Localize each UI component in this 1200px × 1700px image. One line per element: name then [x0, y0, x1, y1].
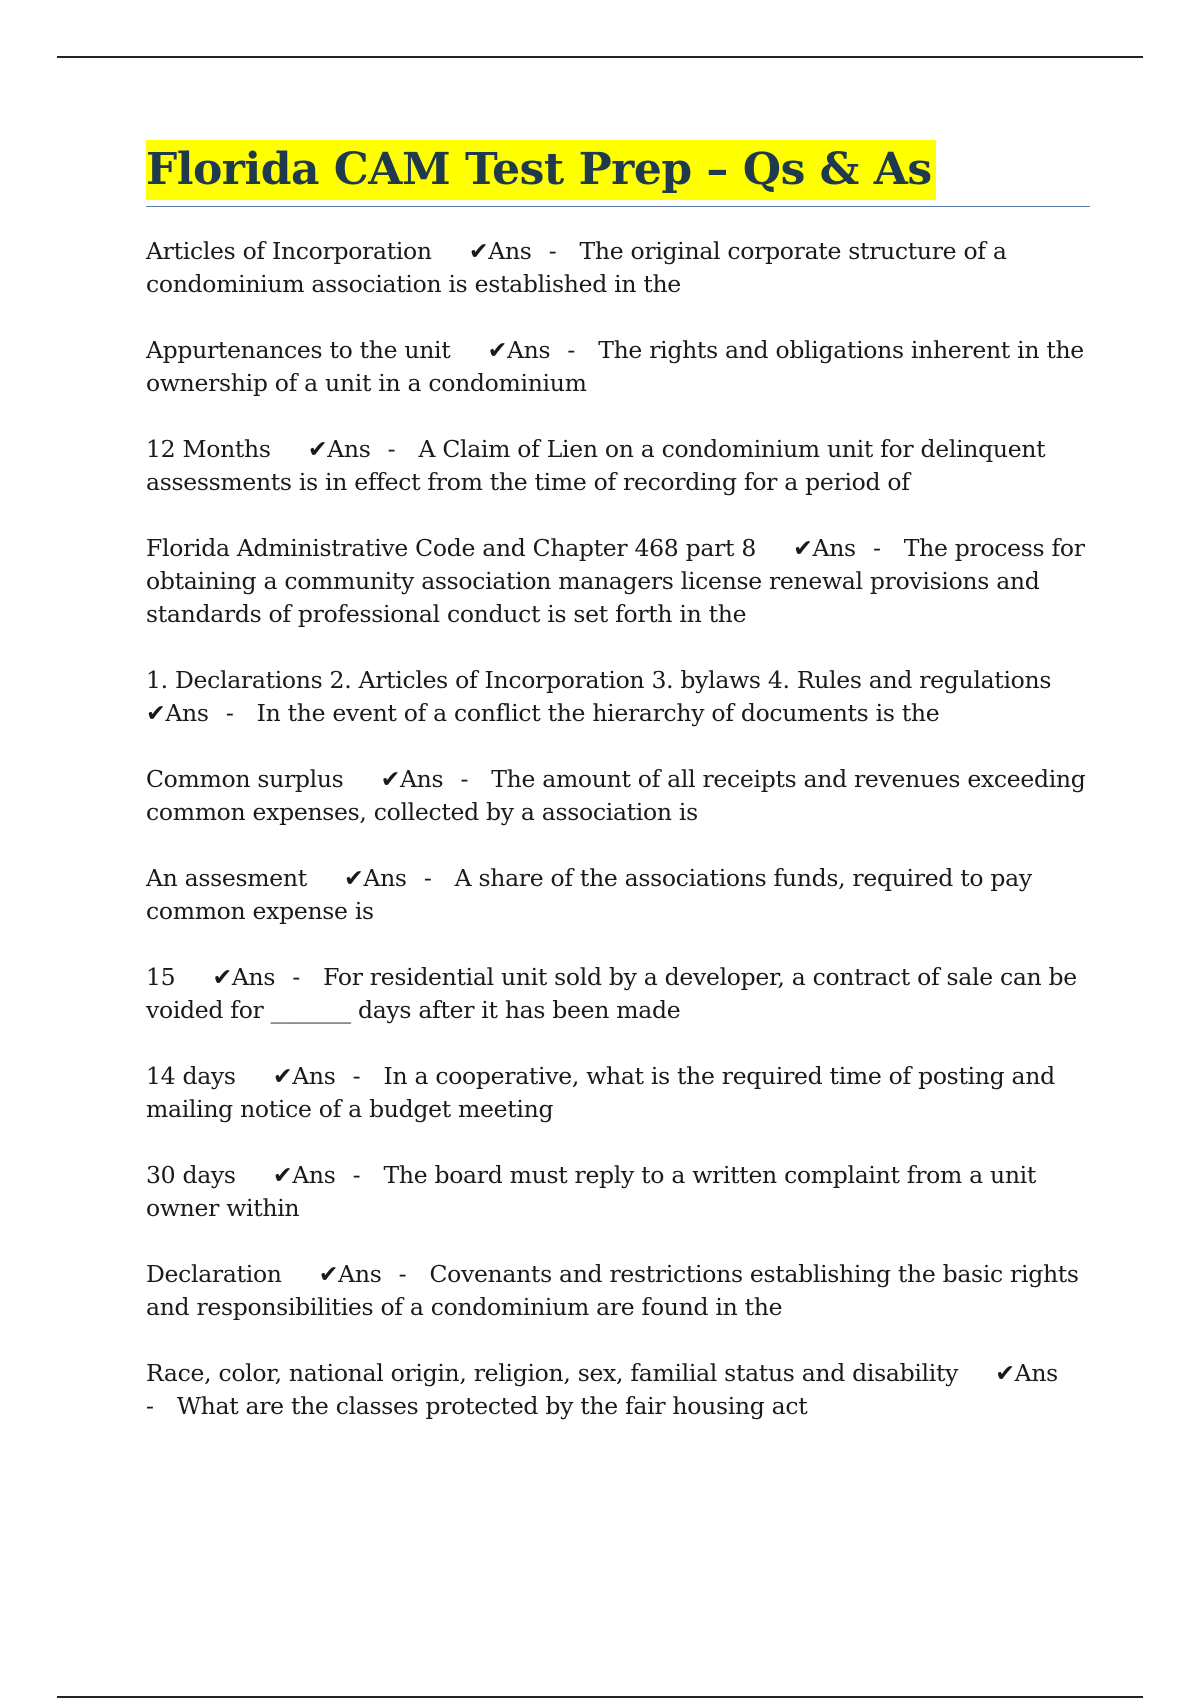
qa-item	[146, 1357, 1090, 1423]
question-text: The original corporate structure of a condominium association is established in the	[146, 237, 1007, 298]
top-rule	[57, 56, 1143, 58]
question-text: A Claim of Lien on a condominium unit for delinquent assessments is in effect from the time of recording for a period of	[146, 435, 1046, 496]
document-title: Florida CAM Test Prep – Qs & As	[146, 140, 936, 200]
qa-item	[146, 763, 1090, 829]
answer-term: 14 days	[146, 1062, 236, 1090]
separator: -	[352, 1062, 361, 1090]
answer-marker: ✔Ans	[318, 1260, 382, 1288]
qa-item	[146, 433, 1090, 499]
answer-marker: ✔Ans	[380, 765, 444, 793]
separator: -	[398, 1260, 407, 1288]
qa-item	[146, 862, 1090, 928]
answer-term: 15	[146, 963, 176, 991]
answer-marker: ✔Ans	[995, 1359, 1058, 1387]
answer-marker: ✔Ans	[272, 1161, 336, 1189]
separator: -	[146, 1392, 154, 1420]
answer-marker: ✔Ans	[468, 237, 532, 265]
question-text: What are the classes protected by the fair housing act	[176, 1392, 808, 1420]
answer-term: Articles of Incorporation	[146, 237, 432, 265]
question-text: In a cooperative, what is the required time of posting and mailing notice of a budget meeting	[146, 1062, 1055, 1123]
title-block	[146, 140, 1090, 207]
qa-item	[146, 664, 1090, 730]
answer-marker: ✔Ans	[272, 1062, 336, 1090]
answer-term: 1. Declarations 2. Articles of Incorporation 3. bylaws 4. Rules and regulations	[146, 666, 1052, 694]
qa-list	[146, 235, 1090, 1423]
separator: -	[872, 534, 881, 562]
answer-term: 12 Months	[146, 435, 271, 463]
answer-marker: ✔Ans	[307, 435, 371, 463]
answer-marker: ✔Ans	[146, 699, 209, 727]
question-text: The amount of all receipts and revenues exceeding common expenses, collected by a association is	[146, 765, 1086, 826]
answer-term: Appurtenances to the unit	[146, 336, 451, 364]
qa-item	[146, 532, 1090, 631]
separator: -	[352, 1161, 361, 1189]
qa-item	[146, 961, 1090, 1027]
question-text: For residential unit sold by a developer, a contract of sale can be voided for _______ days after it has been made	[146, 963, 1077, 1024]
question-text: A share of the associations funds, required to pay common expense is	[146, 864, 1032, 925]
qa-item	[146, 334, 1090, 400]
question-text: The rights and obligations inherent in the ownership of a unit in a condominium	[146, 336, 1084, 397]
answer-marker: ✔Ans	[793, 534, 856, 562]
answer-term: An assesment	[146, 864, 307, 892]
answer-term: Race, color, national origin, religion, sex, familial status and disability	[146, 1359, 959, 1387]
separator: -	[548, 237, 557, 265]
separator: -	[387, 435, 396, 463]
answer-marker: ✔Ans	[212, 963, 276, 991]
question-text: The board must reply to a written complaint from a unit owner within	[146, 1161, 1037, 1222]
answer-term: Common surplus	[146, 765, 344, 793]
qa-item	[146, 1258, 1090, 1324]
separator: -	[460, 765, 469, 793]
question-text: In the event of a conflict the hierarchy of documents is the	[256, 699, 940, 727]
qa-item	[146, 1159, 1090, 1225]
bottom-rule	[57, 1696, 1143, 1698]
qa-item	[146, 235, 1090, 301]
answer-marker: ✔Ans	[487, 336, 551, 364]
separator: -	[567, 336, 576, 364]
document-body	[146, 140, 1090, 1456]
separator: -	[423, 864, 432, 892]
separator: -	[292, 963, 300, 991]
answer-term: Declaration	[146, 1260, 282, 1288]
separator: -	[225, 699, 234, 727]
qa-item	[146, 1060, 1090, 1126]
question-text: Covenants and restrictions establishing the basic rights and responsibilities of a condominium are found in the	[146, 1260, 1079, 1321]
answer-term: Florida Administrative Code and Chapter 468 part 8	[146, 534, 756, 562]
answer-term: 30 days	[146, 1161, 236, 1189]
answer-marker: ✔Ans	[344, 864, 407, 892]
question-text: The process for obtaining a community association managers license renewal provisions and standards of professional conduct is set forth in the	[146, 534, 1085, 628]
